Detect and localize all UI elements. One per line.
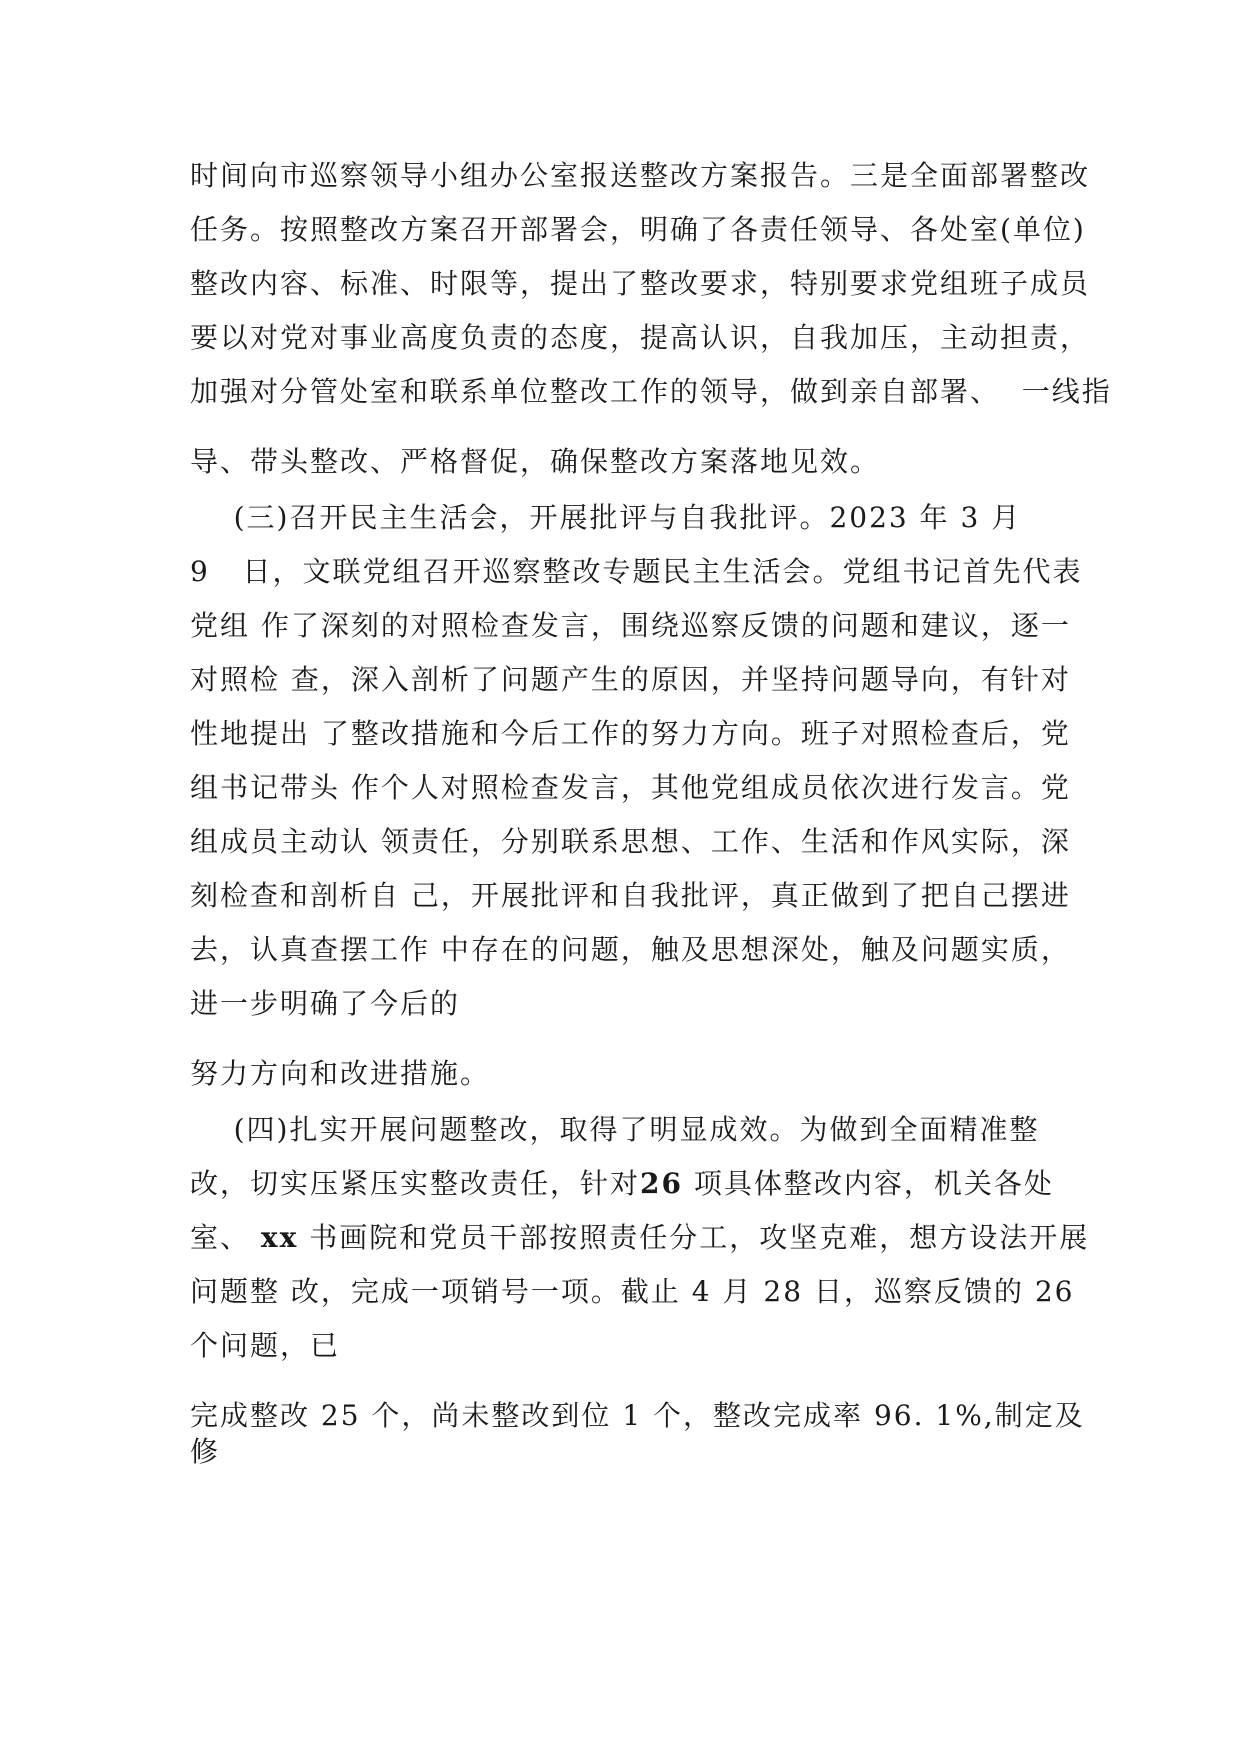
count-bold: 26 bbox=[640, 1167, 683, 1200]
placeholder-bold: xx bbox=[260, 1221, 299, 1254]
text-line bbox=[190, 1167, 1054, 1200]
text-line: 要以对党对事业高度负责的态度，提高认识，自我加压，主动担责， bbox=[190, 321, 1091, 354]
text-span: 书画院和党员干部按照责任分工，攻坚克难，想方设法开展 bbox=[298, 1221, 1090, 1254]
text-line: 9 日，文联党组召开巡察整改专题民主生活会。党组书记首先代表 bbox=[190, 555, 1083, 588]
text-line: 性地提出 了整改措施和今后工作的努力方向。班子对照检查后，党 bbox=[190, 717, 1071, 750]
text-line: 任务。按照整改方案召开部署会，明确了各责任领导、各处室(单位) bbox=[190, 213, 1086, 246]
text-line: 加强对分管处室和联系单位整改工作的领导，做到亲自部署、 一线指 bbox=[190, 375, 1112, 408]
text-line: (三)召开民主生活会，开展批评与自我批评。2023 年 3 月 bbox=[190, 501, 1022, 534]
text-line: 组书记带头 作个人对照检查发言，其他党组成员依次进行发言。党 bbox=[190, 771, 1071, 804]
text-span: 改，切实压紧压实整改责任，针对 bbox=[190, 1167, 641, 1200]
text-line: 党组 作了深刻的对照检查发言，围绕巡察反馈的问题和建议，逐一 bbox=[190, 609, 1071, 642]
text-span: 室、 bbox=[190, 1221, 261, 1254]
text-line: 个问题，已 bbox=[190, 1329, 341, 1362]
text-line: 进一步明确了今后的 bbox=[190, 987, 461, 1020]
text-line: 问题整 改，完成一项销号一项。截止 4 月 28 日，巡察反馈的 26 bbox=[190, 1275, 1075, 1308]
text-line: 刻检查和剖析自 己，开展批评和自我批评，真正做到了把自己摆进 bbox=[190, 879, 1071, 912]
text-line: 时间向市巡察领导小组办公室报送整改方案报告。三是全面部署整改 bbox=[190, 159, 1091, 192]
text-line: 对照检 查，深入剖析了问题产生的原因，并坚持问题导向，有针对 bbox=[190, 663, 1071, 696]
text-span: 项具体整改内容，机关各处 bbox=[682, 1167, 1054, 1200]
text-line: 整改内容、标准、时限等，提出了整改要求，特别要求党组班子成员 bbox=[190, 267, 1091, 300]
text-line: 修 bbox=[190, 1435, 221, 1468]
text-line: 努力方向和改进措施。 bbox=[190, 1057, 491, 1090]
text-line: (四)扎实开展问题整改，取得了明显成效。为做到全面精准整 bbox=[190, 1113, 1040, 1146]
text-line: 组成员主动认 领责任，分别联系思想、工作、生活和作风实际，深 bbox=[190, 825, 1071, 858]
text-line: 导、带头整改、严格督促，确保整改方案落地见效。 bbox=[190, 445, 881, 478]
text-line bbox=[190, 1221, 1090, 1254]
text-line: 完成整改 25 个，尚未整改到位 1 个，整改完成率 96. 1%,制定及 bbox=[190, 1399, 1085, 1432]
text-line: 去，认真查摆工作 中存在的问题，触及思想深处，触及问题实质， bbox=[190, 933, 1071, 966]
